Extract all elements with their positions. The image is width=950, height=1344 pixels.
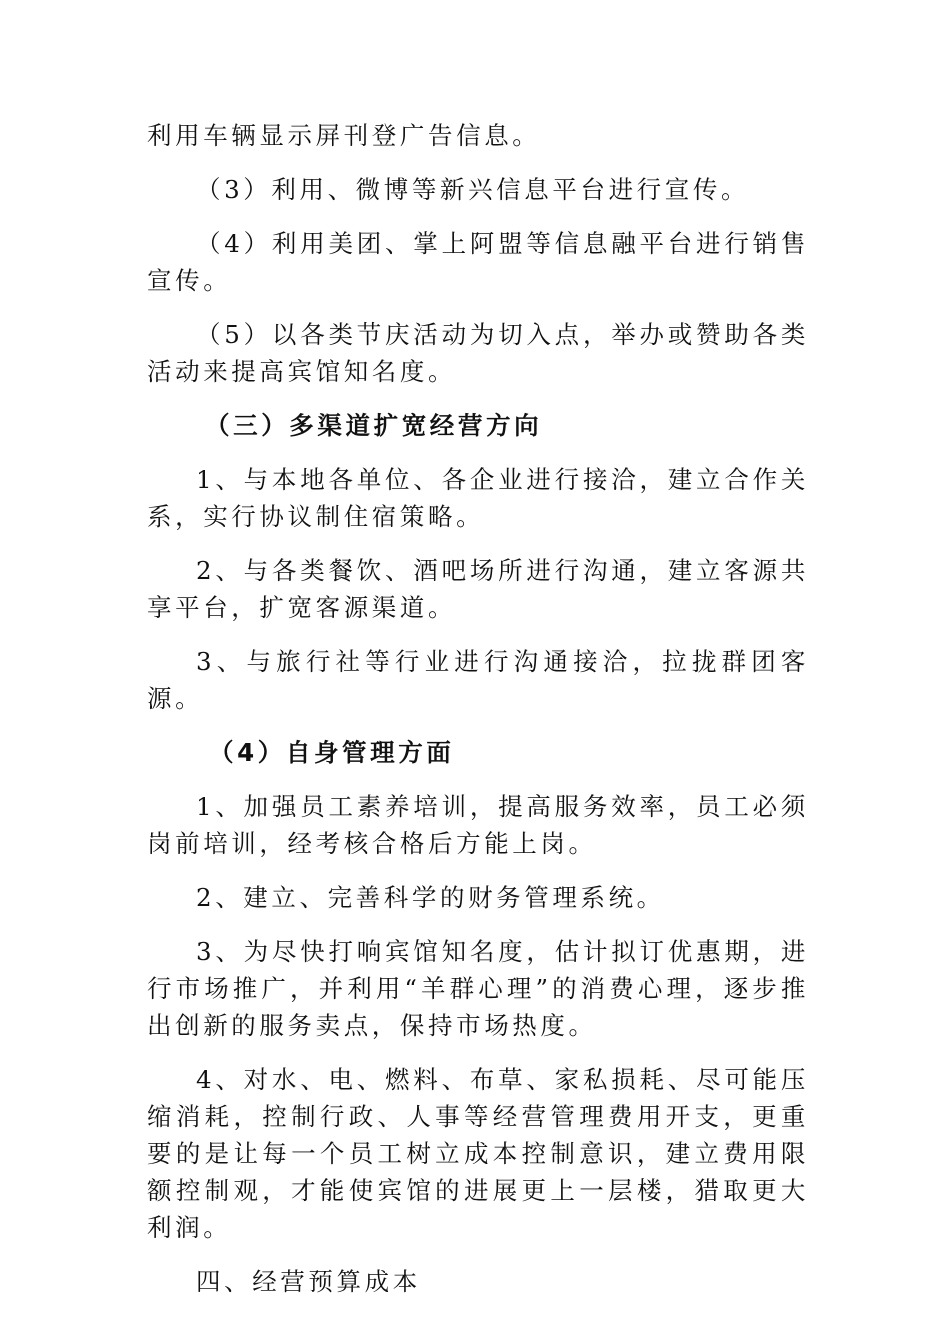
paragraph-item-3: （3）利用、微博等新兴信息平台进行宣传。 xyxy=(196,175,750,204)
paragraph-item-5: （5）以各类节庆活动为切入点，举办或赞助各类活动来提高宾馆知名度。 xyxy=(147,320,809,386)
paragraph-management-2: 2、建立、完善科学的财务管理系统。 xyxy=(196,883,665,912)
paragraph-channel-2: 2、与各类餐饮、酒吧场所进行沟通，建立客源共享平台，扩宽客源渠道。 xyxy=(147,556,809,622)
paragraph-channel-1: 1、与本地各单位、各企业进行接洽，建立合作关系，实行协议制住宿策略。 xyxy=(147,465,809,531)
paragraph-management-4: 4、对水、电、燃料、布草、家私损耗、尽可能压缩消耗，控制行政、人事等经营管理费用开支，更重要的是让每一个员工树立成本控制意识，建立费用限额控制观，才能使宾馆的进展更上一层楼，猎取更大利润。 xyxy=(147,1065,809,1242)
section-heading-budget: 四、经营预算成本 xyxy=(196,1267,421,1296)
paragraph-channel-3: 3、与旅行社等行业进行沟通接洽，拉拢群团客源。 xyxy=(147,647,809,713)
section-heading-self-management: （4）自身管理方面 xyxy=(209,738,455,767)
document-body xyxy=(147,117,809,1317)
paragraph-continuation: 利用车辆显示屏刊登广告信息。 xyxy=(147,121,541,150)
paragraph-management-3: 3、为尽快打响宾馆知名度，估计拟订优惠期，进行市场推广，并利用“羊群心理”的消费心理，逐步推出创新的服务卖点，保持市场热度。 xyxy=(147,937,809,1040)
paragraph-management-1: 1、加强员工素养培训，提高服务效率，员工必须岗前培训，经考核合格后方能上岗。 xyxy=(147,792,809,858)
section-heading-multichannel: （三）多渠道扩宽经营方向 xyxy=(205,411,543,440)
paragraph-item-4: （4）利用美团、掌上阿盟等信息融平台进行销售宣传。 xyxy=(147,229,809,295)
